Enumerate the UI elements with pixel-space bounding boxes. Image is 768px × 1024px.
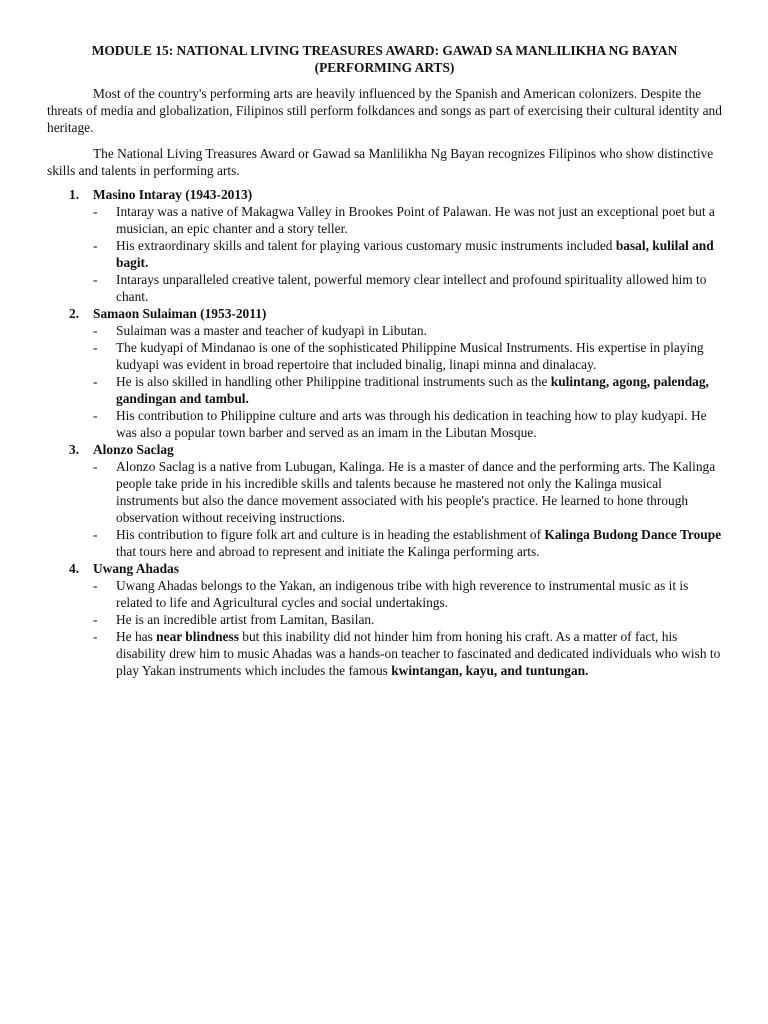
dash-marker: - xyxy=(93,578,98,593)
bullet-text: He is an incredible artist from Lamitan, Basilan. xyxy=(116,612,375,627)
awardee-number: 2. xyxy=(69,306,80,321)
dash-marker: - xyxy=(93,238,98,253)
bullet-text: His contribution to figure folk art and culture is in heading the establishment of xyxy=(116,527,545,542)
bullet-point xyxy=(93,339,722,373)
bullet-text-after: that tours here and abroad to represent and initiate the Kalinga performing arts. xyxy=(116,544,540,559)
dash-marker: - xyxy=(93,408,98,423)
bullet-bold-text: near blindness xyxy=(156,629,239,644)
awardee-name: Alonzo Saclag xyxy=(93,442,174,457)
dash-marker: - xyxy=(93,340,98,355)
awardee-item xyxy=(47,441,722,560)
bullet-point xyxy=(93,526,722,560)
awardee-number: 3. xyxy=(69,442,80,457)
module-title xyxy=(47,42,722,76)
awardee-name: Samaon Sulaiman (1953-2011) xyxy=(93,306,267,321)
dash-marker: - xyxy=(93,374,98,389)
bullet-point xyxy=(93,373,722,407)
bullet-point xyxy=(93,407,722,441)
awardee-item xyxy=(47,560,722,679)
awardee-points xyxy=(93,458,722,560)
dash-marker: - xyxy=(93,629,98,644)
bullet-text: Alonzo Saclag is a native from Lubugan, Kalinga. He is a master of dance and the performing arts. The Kalinga people take pride in his incredible skills and talents because he mastered not only the Kalinga musical instruments but also the dance movement associated with his people's practice. He learned to hone through observation without receiving instructions. xyxy=(116,459,716,525)
dash-marker: - xyxy=(93,527,98,542)
awardee-item xyxy=(47,186,722,305)
dash-marker: - xyxy=(93,323,98,338)
bullet-bold-text: kulintang, agong, palendag, gandingan and tambul. xyxy=(116,374,709,406)
bullet-point xyxy=(93,203,722,237)
bullet-bold-text: basal, kulilal and bagit. xyxy=(116,238,714,270)
bullet-text: Intaray was a native of Makagwa Valley in Brookes Point of Palawan. He was not just an exceptional poet but a musician, an epic chanter and a story teller. xyxy=(116,204,715,236)
awardee-item xyxy=(47,305,722,441)
bullet-point xyxy=(93,322,722,339)
dash-marker: - xyxy=(93,612,98,627)
awardee-name: Masino Intaray (1943-2013) xyxy=(93,187,253,202)
bullet-bold-text: Kalinga Budong Dance Troupe xyxy=(544,527,722,542)
bullet-point xyxy=(93,271,722,305)
module-title-line-1: MODULE 15: NATIONAL LIVING TREASURES AWARD: GAWAD SA MANLILIKHA NG BAYAN xyxy=(91,43,678,58)
awardee-points xyxy=(93,322,722,441)
intro-paragraph-2: The National Living Treasures Award or Gawad sa Manlilikha Ng Bayan recognizes Filipinos who show distinctive skills and talents in performing arts. xyxy=(47,146,714,178)
module-title-line-2: (PERFORMING ARTS) xyxy=(314,60,455,75)
bullet-text: Sulaiman was a master and teacher of kudyapi in Libutan. xyxy=(116,323,427,338)
bullet-text: He is also skilled in handling other Philippine traditional instruments such as the xyxy=(116,374,551,389)
bullet-text: Uwang Ahadas belongs to the Yakan, an indigenous tribe with high reverence to instrumental music as it is related to life and Agricultural cycles and social undertakings. xyxy=(116,578,689,610)
intro-paragraph-1: Most of the country's performing arts are heavily influenced by the Spanish and American colonizers. Despite the threats of media and globalization, Filipinos still perform folkdances and songs as part of exercising their cultural identity and heritage. xyxy=(47,86,722,135)
dash-marker: - xyxy=(93,459,98,474)
bullet-text: His extraordinary skills and talent for playing various customary music instruments included xyxy=(116,238,616,253)
bullet-point xyxy=(93,577,722,611)
awardee-list xyxy=(47,186,722,679)
bullet-point xyxy=(93,237,722,271)
awardee-points xyxy=(93,203,722,305)
dash-marker: - xyxy=(93,272,98,287)
bullet-point xyxy=(93,458,722,526)
awardee-points xyxy=(93,577,722,679)
bullet-text-after: but this inability did not hinder him from honing his craft. As a matter of fact, his disability drew him to music Ahadas was a hands-on teacher to fascinated and dedicated individuals who wish to play Yakan instruments which includes the famous xyxy=(116,629,721,678)
bullet-bold-text-2: kwintangan, kayu, and tuntungan. xyxy=(391,663,589,678)
dash-marker: - xyxy=(93,204,98,219)
bullet-point xyxy=(93,628,722,679)
bullet-point xyxy=(93,611,722,628)
bullet-text: His contribution to Philippine culture and arts was through his dedication in teaching how to play kudyapi. He was also a popular town barber and served as an imam in the Libutan Mosque. xyxy=(116,408,707,440)
awardee-name: Uwang Ahadas xyxy=(93,561,179,576)
bullet-text: He has xyxy=(116,629,157,644)
bullet-text: The kudyapi of Mindanao is one of the sophisticated Philippine Musical Instruments. His expertise in playing kudyapi was evident in broad repertoire that included binalig, linapi minna and dinalacay. xyxy=(116,340,704,372)
bullet-text: Intarays unparalleled creative talent, powerful memory clear intellect and profound spirituality allowed him to chant. xyxy=(116,272,707,304)
awardee-number: 4. xyxy=(69,561,80,576)
awardee-number: 1. xyxy=(69,187,80,202)
